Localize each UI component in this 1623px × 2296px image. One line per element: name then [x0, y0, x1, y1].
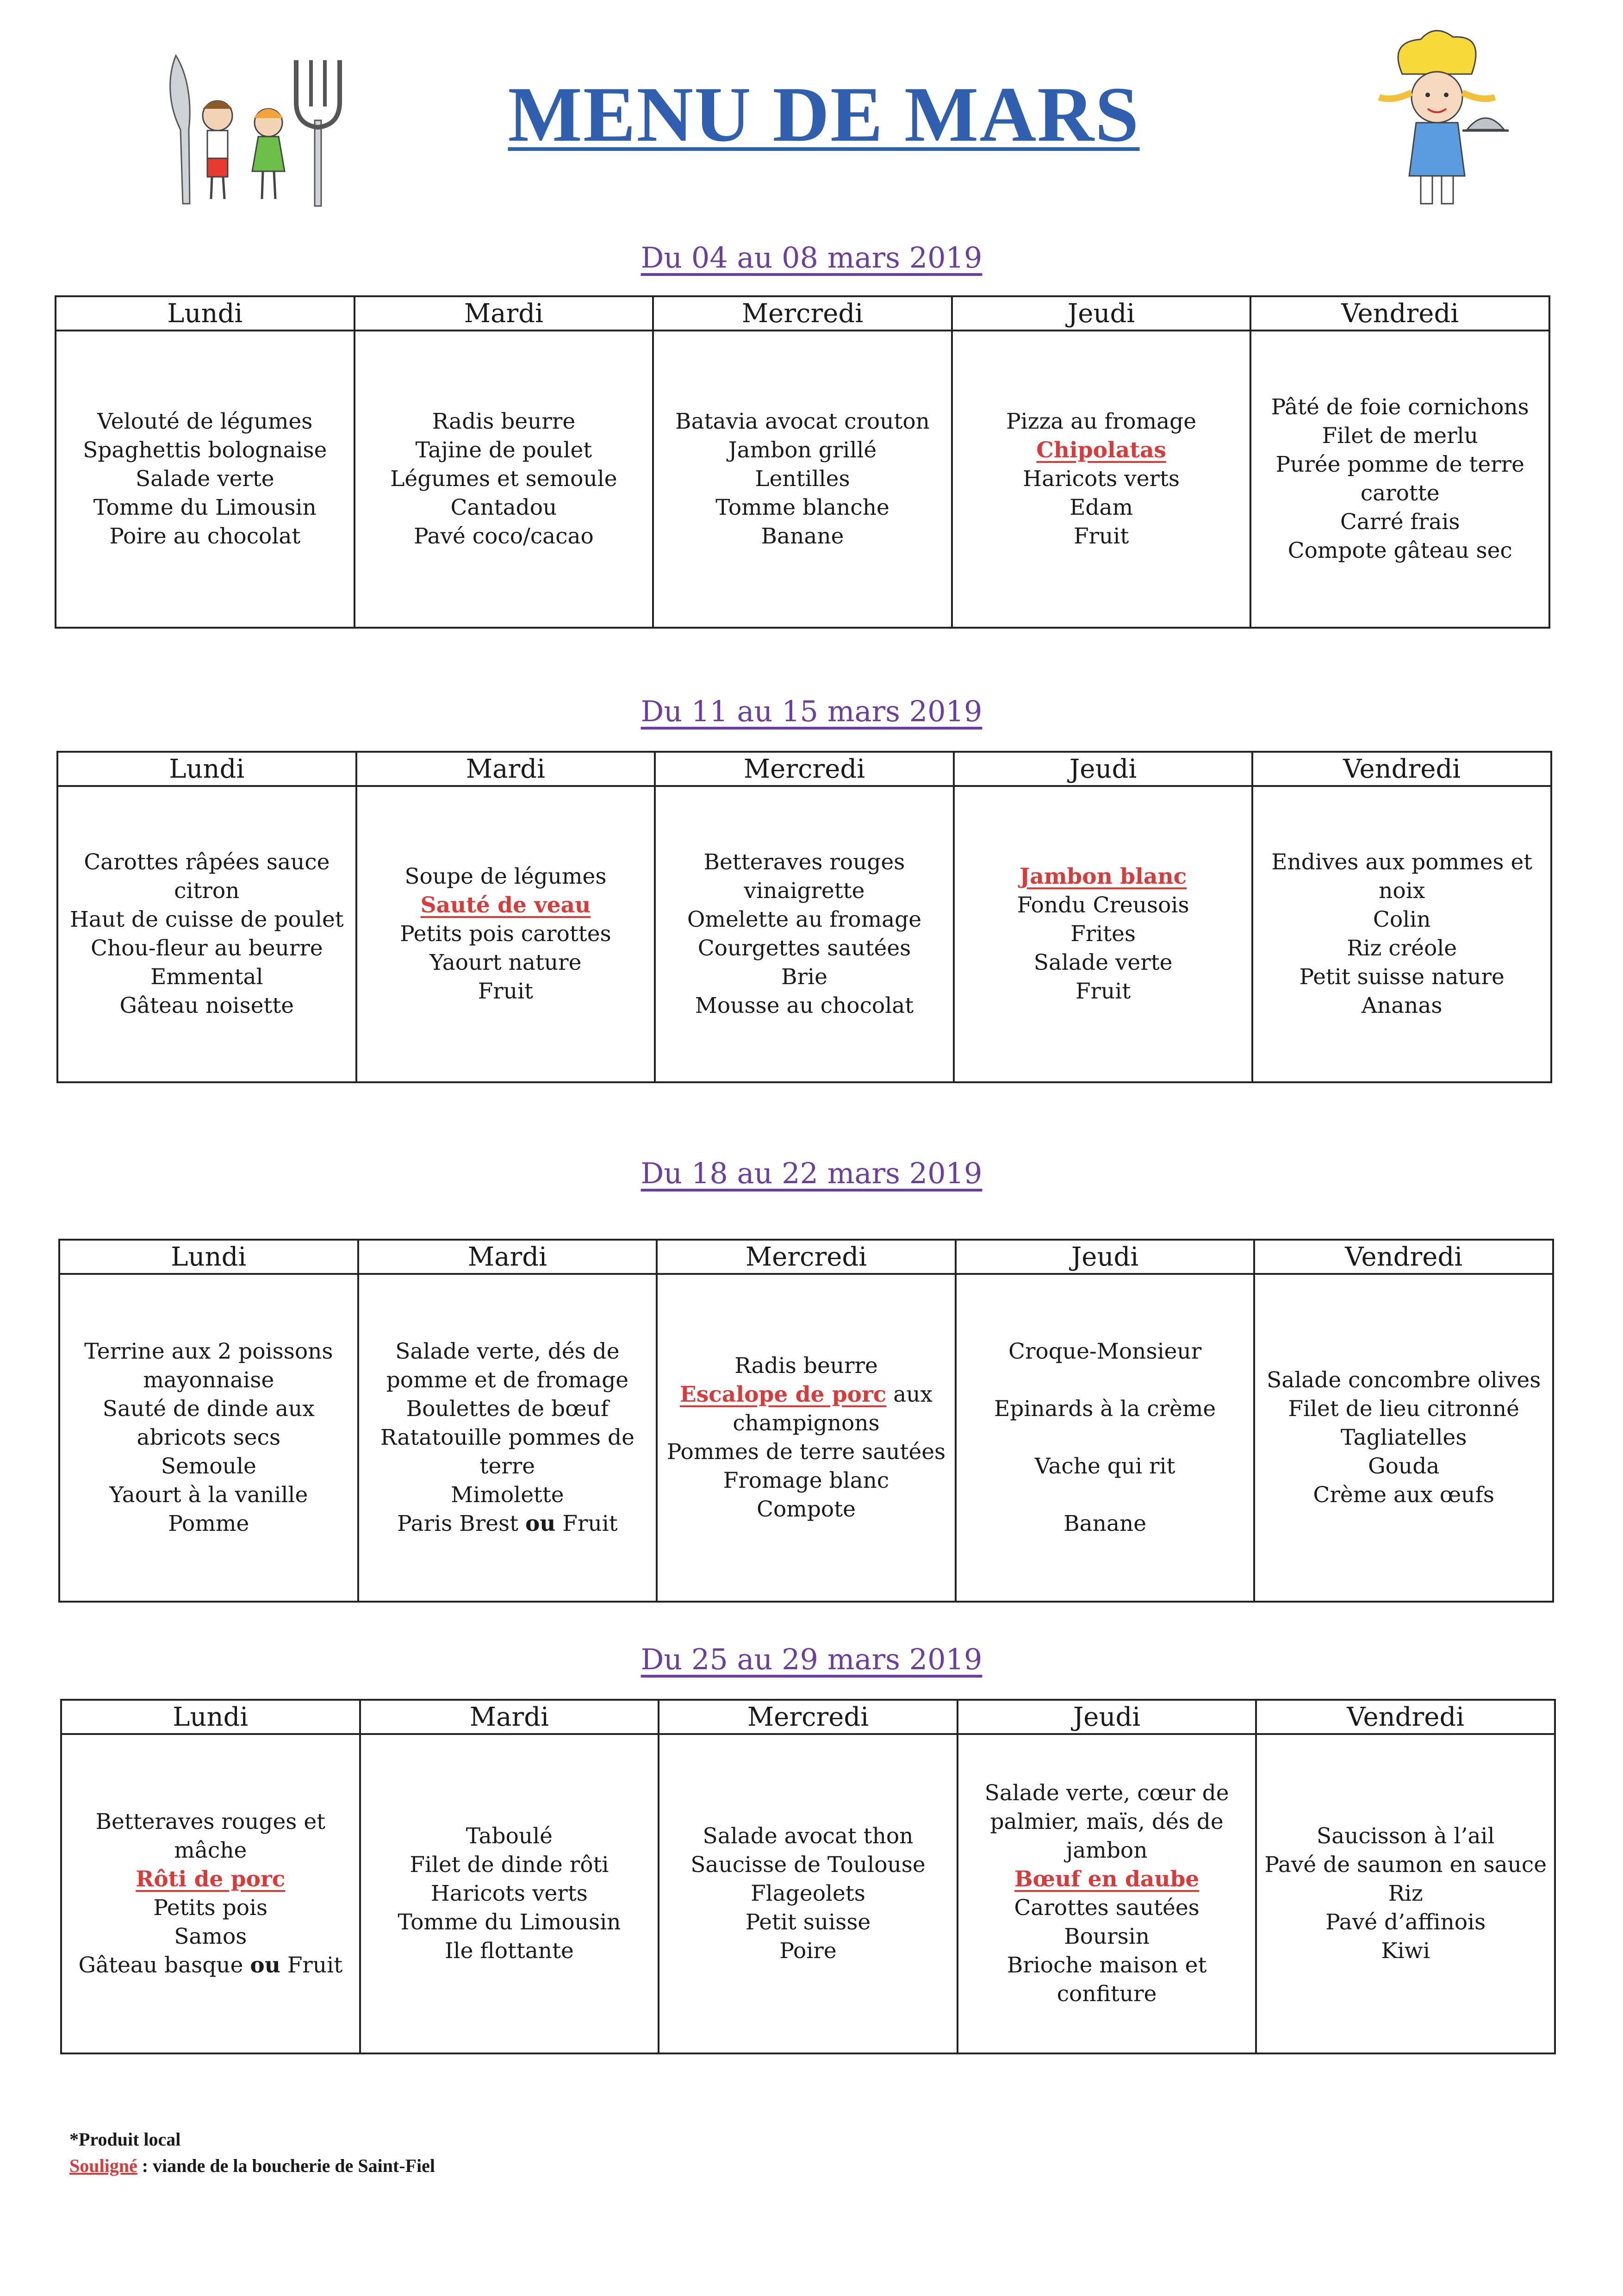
menu-item: Compote gâteau sec: [1287, 538, 1512, 563]
page-title: MENU DE MARS: [508, 71, 1140, 158]
day-cell: [1256, 1734, 1555, 2053]
day-cell: [958, 1734, 1256, 2053]
menu-item: Batavia avocat crouton: [675, 409, 930, 434]
menu-item: Salade avocat thon: [703, 1823, 914, 1849]
day-header: Jeudi: [954, 752, 1253, 786]
day-cell: [354, 331, 653, 628]
week-menu-table: [55, 295, 1550, 629]
footnote-local-product: *Produit local: [69, 2129, 181, 2150]
menu-item: Légumes et semoule: [390, 466, 617, 492]
day-cell: [56, 331, 354, 628]
menu-item: Tomme du Limousin: [93, 495, 317, 520]
menu-item: Courgettes sautées: [697, 936, 911, 961]
menu-item: Tagliatelles: [1340, 1425, 1467, 1450]
week-title: Du 04 au 08 mars 2019: [640, 241, 983, 275]
menu-item: Fruit: [478, 979, 534, 1004]
menu-item: Petits pois carottes: [400, 921, 611, 947]
day-header: Mercredi: [657, 1240, 956, 1274]
menu-item: Fromage blanc: [723, 1468, 889, 1493]
day-header: Jeudi: [958, 1700, 1256, 1734]
day-cell: [657, 1274, 956, 1602]
highlighted-menu-item: Escalope de porc: [679, 1382, 887, 1407]
highlighted-menu-item: Rôti de porc: [136, 1866, 286, 1892]
menu-item: Yaourt à la vanille: [109, 1482, 308, 1508]
menu-item: Poire: [779, 1938, 837, 1964]
menu-item: Carottes râpées sauce citron: [84, 849, 330, 904]
highlighted-menu-item: Sauté de veau: [420, 892, 591, 918]
day-cell: [358, 1274, 657, 1602]
or-connector: ou: [250, 1953, 280, 1978]
menu-item: Carottes sautées: [1014, 1895, 1200, 1921]
menu-item: Colin: [1373, 907, 1431, 932]
menu-item: Taboulé: [466, 1823, 553, 1849]
day-cell: [356, 786, 655, 1082]
menu-item: Saucisse de Toulouse: [690, 1852, 926, 1878]
week-menu-table: [60, 1699, 1556, 2054]
day-header: Jeudi: [956, 1240, 1255, 1274]
menu-item: Haricots verts: [430, 1881, 588, 1906]
menu-item: Gâteau basque ou Fruit: [78, 1953, 343, 1978]
menu-item: Boulettes de bœuf: [406, 1396, 609, 1422]
menu-item: Gâteau noisette: [119, 993, 294, 1018]
day-cell: [57, 786, 356, 1082]
menu-item: Salade verte: [135, 466, 274, 492]
menu-item: Banane: [1063, 1511, 1147, 1536]
week-menu-table: [58, 1239, 1554, 1603]
day-cell: [1254, 1274, 1553, 1602]
menu-item: Spaghettis bolognaise: [83, 437, 327, 463]
underline-legend-text: : viande de la boucherie de Saint-Fiel: [137, 2155, 435, 2176]
day-header: Vendredi: [1250, 296, 1549, 331]
menu-item: Betteraves rouges vinaigrette: [703, 849, 905, 904]
week-menu-table: [56, 751, 1552, 1083]
menu-item: Pommes de terre sautées: [666, 1439, 946, 1465]
menu-item: Salade verte, dés de pomme et de fromage: [386, 1339, 629, 1393]
menu-item: Riz créole: [1347, 936, 1457, 961]
menu-item: Ratatouille pommes de terre: [380, 1425, 634, 1479]
menu-item: Kiwi: [1381, 1938, 1430, 1964]
menu-item: Petits pois: [153, 1895, 268, 1921]
child-chef-icon: [1351, 23, 1523, 218]
day-header: Jeudi: [952, 296, 1251, 331]
menu-item: Filet de lieu citronné: [1288, 1396, 1519, 1422]
menu-item: Endives aux pommes et noix: [1271, 849, 1533, 904]
menu-item: Jambon grillé: [728, 437, 877, 463]
menu-item: Haut de cuisse de poulet: [69, 907, 344, 932]
day-header: Mercredi: [659, 1700, 958, 1734]
menu-item: Pavé d’affinois: [1325, 1909, 1486, 1935]
day-cell: [956, 1274, 1255, 1602]
menu-item: Pomme: [168, 1511, 249, 1536]
week-title: Du 18 au 22 mars 2019: [640, 1156, 983, 1190]
menu-item: Purée pomme de terre carotte: [1275, 452, 1524, 506]
day-cell: [954, 786, 1253, 1082]
day-header: Mardi: [354, 296, 653, 331]
or-connector: ou: [525, 1511, 556, 1536]
menu-item: Vache qui rit: [1034, 1454, 1175, 1479]
menu-item: Gouda: [1368, 1454, 1440, 1479]
menu-item: Salade verte: [1033, 950, 1173, 975]
menu-item: Edam: [1070, 495, 1133, 520]
menu-item: Brioche maison et confiture: [1007, 1953, 1207, 2007]
menu-item: Frites: [1070, 921, 1136, 947]
menu-item: Compote: [757, 1497, 856, 1522]
day-header: Lundi: [57, 752, 356, 786]
menu-item: Crème aux œufs: [1313, 1482, 1494, 1508]
menu-item: Fruit: [1075, 979, 1131, 1004]
menu-item: Petit suisse: [745, 1909, 871, 1935]
menu-item: Pavé coco/cacao: [413, 524, 594, 549]
week-title: Du 25 au 29 mars 2019: [640, 1642, 983, 1676]
menu-item: Salade verte, cœur de palmier, maïs, dés de jambon: [984, 1780, 1229, 1863]
menu-item: Filet de dinde rôti: [410, 1852, 609, 1878]
day-cell: [59, 1274, 358, 1602]
day-header: Mercredi: [655, 752, 954, 786]
day-header: Mardi: [358, 1240, 657, 1274]
menu-item: Chou-fleur au beurre: [90, 936, 323, 961]
day-cell: [1250, 331, 1549, 628]
menu-item: Mimolette: [451, 1482, 564, 1508]
footnote-underline-legend: [69, 2155, 435, 2177]
day-header: Lundi: [56, 296, 354, 331]
menu-item: Mousse au chocolat: [695, 993, 914, 1018]
underline-legend-label: Souligné: [69, 2155, 137, 2176]
day-header: Vendredi: [1256, 1700, 1555, 1734]
menu-item: Radis beurre: [432, 409, 576, 434]
day-cell: [1252, 786, 1551, 1082]
highlighted-menu-item: Chipolatas: [1036, 437, 1166, 463]
menu-item: Radis beurre: [734, 1353, 878, 1379]
menu-item: Epinards à la crème: [994, 1396, 1216, 1422]
menu-item: Sauté de dinde aux abricots secs: [102, 1396, 315, 1450]
menu-item: Ile flottante: [445, 1938, 574, 1964]
day-header: Lundi: [59, 1240, 358, 1274]
day-cell: [659, 1734, 958, 2053]
menu-item: Yaourt nature: [429, 950, 582, 975]
menu-item: Paris Brest ou Fruit: [397, 1511, 618, 1536]
menu-item: Terrine aux 2 poissons mayonnaise: [84, 1339, 333, 1393]
day-cell: [61, 1734, 360, 2053]
menu-item: Emmental: [150, 964, 263, 990]
day-cell: [653, 331, 952, 628]
menu-item: Saucisson à l’ail: [1316, 1823, 1495, 1849]
day-header: Vendredi: [1252, 752, 1551, 786]
children-with-fork-and-knife-icon: [157, 51, 366, 208]
highlighted-menu-item: Bœuf en daube: [1014, 1866, 1200, 1892]
menu-item: Samos: [174, 1924, 247, 1949]
menu-item: Brie: [781, 964, 827, 990]
day-header: Vendredi: [1254, 1240, 1553, 1274]
highlighted-menu-item: Jambon blanc: [1020, 864, 1187, 889]
menu-item: Tomme blanche: [715, 495, 889, 520]
menu-item: Semoule: [161, 1454, 256, 1479]
day-cell: [655, 786, 954, 1082]
menu-item: Cantadou: [450, 495, 557, 520]
menu-item: Betteraves rouges et mâche: [95, 1809, 326, 1863]
menu-item: Soupe de légumes: [404, 864, 607, 889]
menu-item: Lentilles: [755, 466, 850, 492]
menu-item: Poire au chocolat: [109, 524, 301, 549]
menu-item: Ananas: [1361, 993, 1443, 1018]
menu-item: Filet de merlu: [1322, 423, 1478, 449]
day-cell: [952, 331, 1251, 628]
menu-item: Pizza au fromage: [1006, 409, 1197, 434]
week-title: Du 11 au 15 mars 2019: [640, 694, 983, 728]
menu-item: Velouté de légumes: [97, 409, 313, 434]
day-header: Lundi: [61, 1700, 360, 1734]
menu-item: Banane: [761, 524, 844, 549]
menu-item: Fruit: [1073, 524, 1129, 549]
menu-item: Boursin: [1064, 1924, 1150, 1949]
menu-item: Tomme du Limousin: [398, 1909, 621, 1935]
day-cell: [360, 1734, 659, 2053]
menu-item: Croque-Monsieur: [1008, 1339, 1202, 1364]
menu-item: Haricots verts: [1023, 466, 1180, 492]
menu-item: Pâté de foie cornichons: [1271, 394, 1529, 420]
menu-item: Petit suisse nature: [1299, 964, 1505, 990]
menu-item: Pavé de saumon en sauce: [1264, 1852, 1547, 1878]
menu-item: Riz: [1388, 1881, 1423, 1906]
menu-item: Flageolets: [751, 1881, 865, 1906]
menu-item: Omelette au fromage: [687, 907, 922, 932]
day-header: Mardi: [356, 752, 655, 786]
menu-item: Escalope de porc aux champignons: [679, 1382, 933, 1436]
day-header: Mercredi: [653, 296, 952, 331]
day-header: Mardi: [360, 1700, 659, 1734]
menu-item: Tajine de poulet: [415, 437, 592, 463]
menu-item: Fondu Creusois: [1017, 892, 1189, 918]
menu-item: Salade concombre olives: [1267, 1367, 1541, 1393]
menu-item: Carré frais: [1340, 509, 1460, 535]
